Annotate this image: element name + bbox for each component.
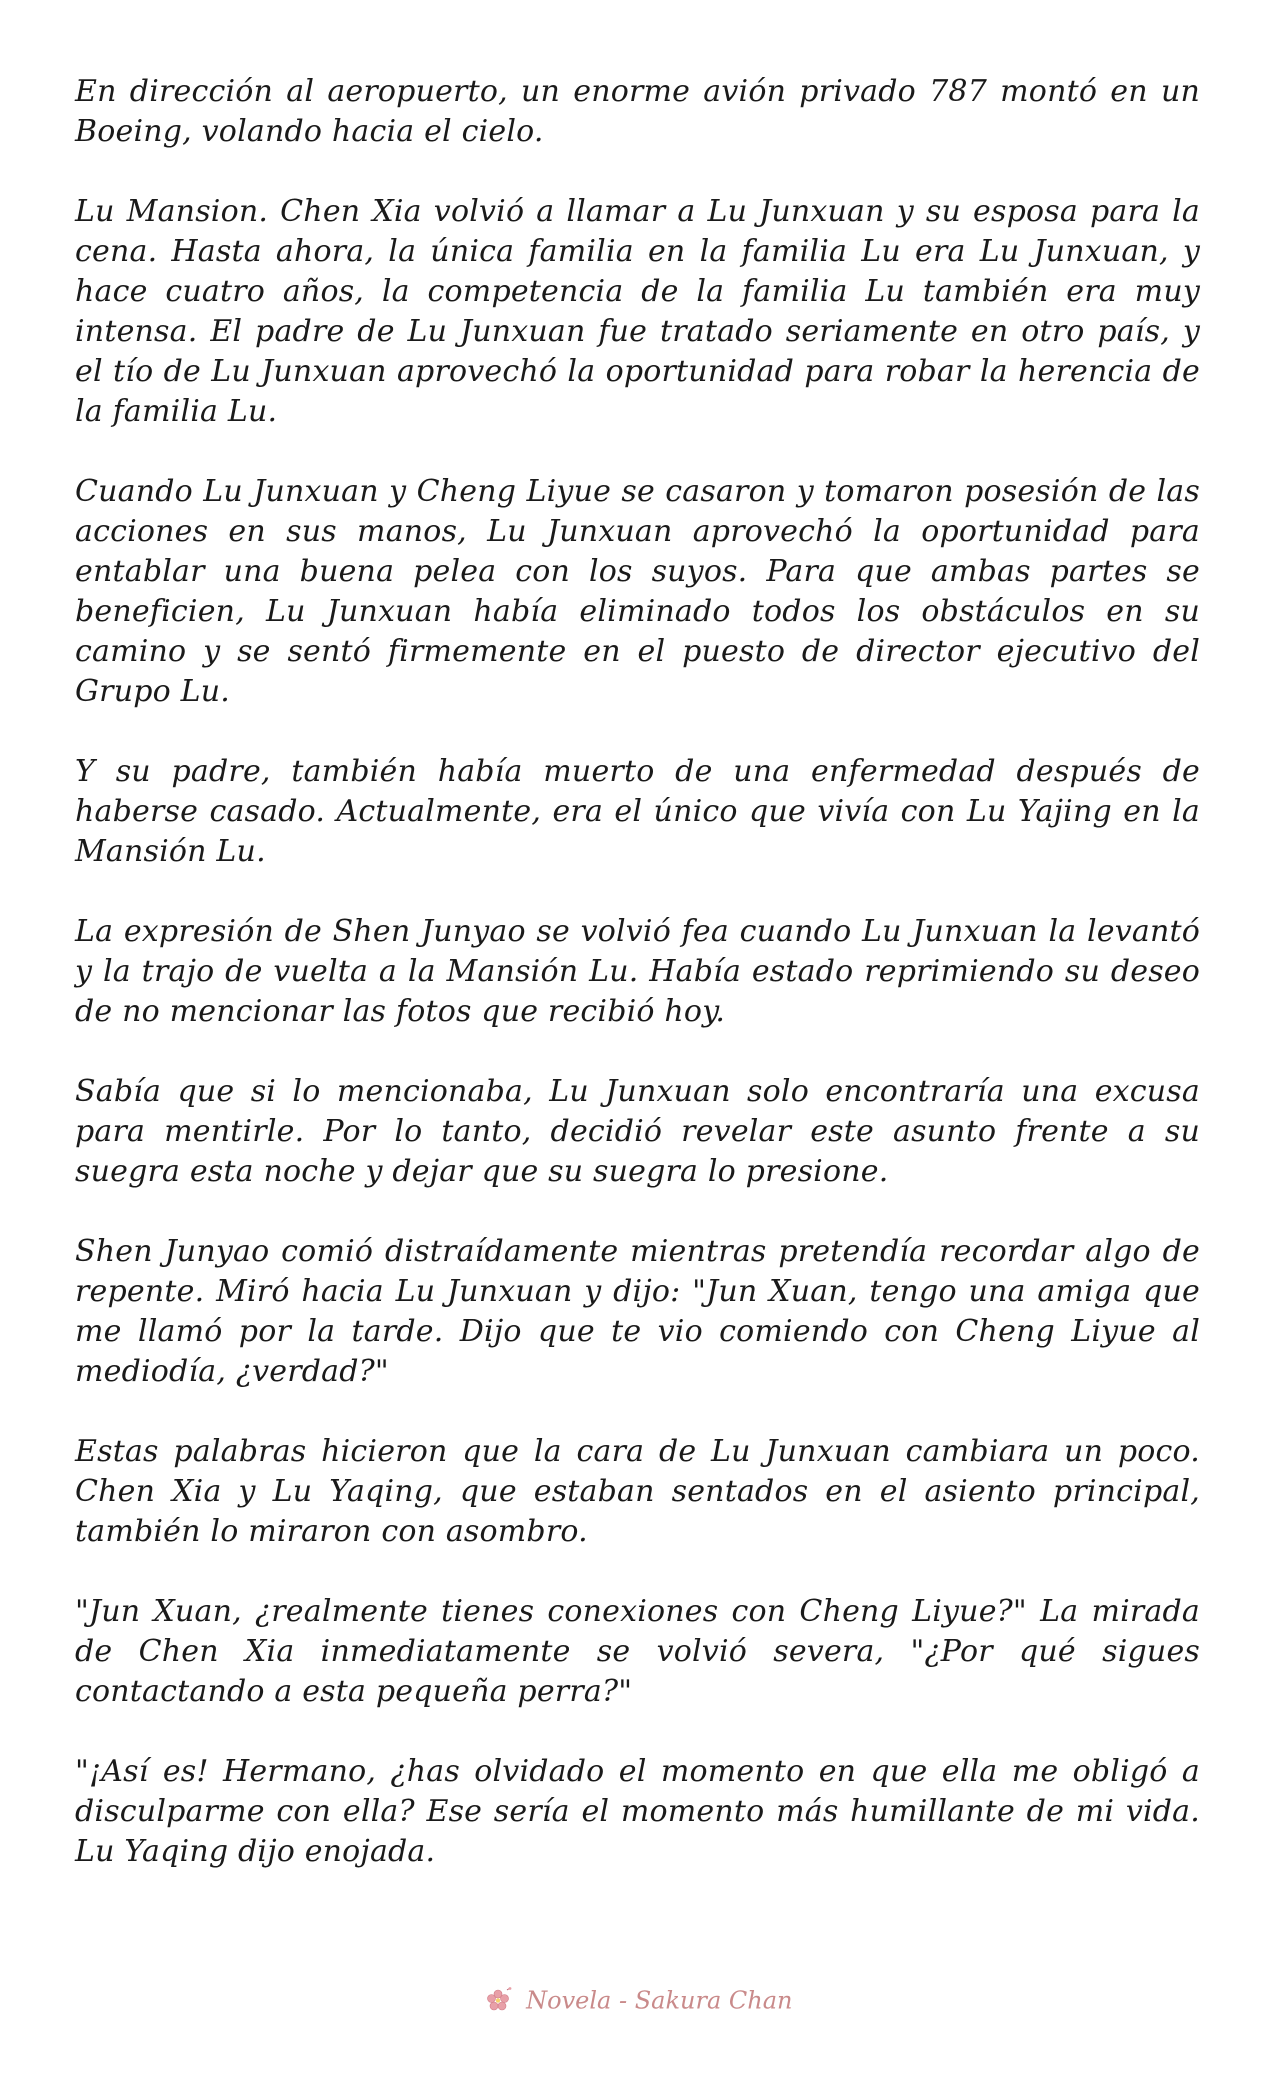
paragraph-2: Lu Mansion. Chen Xia volvió a llamar a Lu Junxuan y su esposa para la cena. Hasta ahora, la única familia en la familia Lu era Lu Junxuan, y hace cuatro años, la competencia de la familia Lu también era muy intensa. El padre de Lu Junxuan fue tratado seriamente en otro país, y el tío de Lu Junxuan aprovechó la oportunidad para robar la herencia de la familia Lu. (75, 194, 1200, 429)
watermark-footer (0, 1985, 1275, 2016)
paragraph-4: Y su padre, también había muerto de una enfermedad después de haberse casado. Actualmente, era el único que vivía con Lu Yajing en la Mansión Lu. (75, 754, 1200, 869)
paragraph-6: Sabía que si lo mencionaba, Lu Junxuan solo encontraría una excusa para mentirle. Por lo tanto, decidió revelar este asunto frente a su suegra esta noche y dejar que su suegra lo presione. (75, 1074, 1200, 1189)
paragraph-10: "¡Así es! Hermano, ¿has olvidado el momento en que ella me obligó a disculparme con ella? Ese sería el momento más humillante de mi vida. Lu Yaqing dijo enojada. (75, 1754, 1200, 1869)
paragraph-1: En dirección al aeropuerto, un enorme avión privado 787 montó en un Boeing, volando hacia el cielo. (75, 74, 1200, 149)
paragraph-5: La expresión de Shen Junyao se volvió fea cuando Lu Junxuan la levantó y la trajo de vuelta a la Mansión Lu. Había estado reprimiendo su deseo de no mencionar las fotos que recibió hoy. (75, 914, 1200, 1029)
paragraph-8: Estas palabras hicieron que la cara de Lu Junxuan cambiara un poco. Chen Xia y Lu Yaqing, que estaban sentados en el asiento principal, también lo miraron con asombro. (75, 1434, 1200, 1549)
paragraph-9: "Jun Xuan, ¿realmente tienes conexiones con Cheng Liyue?" La mirada de Chen Xia inmediatamente se volvió severa, "¿Por qué sigues contactando a esta pequeña perra?" (75, 1594, 1200, 1709)
paragraph-7: Shen Junyao comió distraídamente mientras pretendía recordar algo de repente. Miró hacia Lu Junxuan y dijo: "Jun Xuan, tengo una amiga que me llamó por la tarde. Dijo que te vio comiendo con Cheng Liyue al mediodía, ¿verdad?" (75, 1234, 1200, 1389)
document-body (75, 72, 1200, 1912)
sakura-flower-icon (483, 1986, 513, 2016)
watermark-label: Novela - Sakura Chan (526, 1986, 793, 2015)
paragraph-3: Cuando Lu Junxuan y Cheng Liyue se casaron y tomaron posesión de las acciones en sus manos, Lu Junxuan aprovechó la oportunidad para entablar una buena pelea con los suyos. Para que ambas partes se beneficien, Lu Junxuan había eliminado todos los obstáculos en su camino y se sentó firmemente en el puesto de director ejecutivo del Grupo Lu. (75, 474, 1200, 709)
